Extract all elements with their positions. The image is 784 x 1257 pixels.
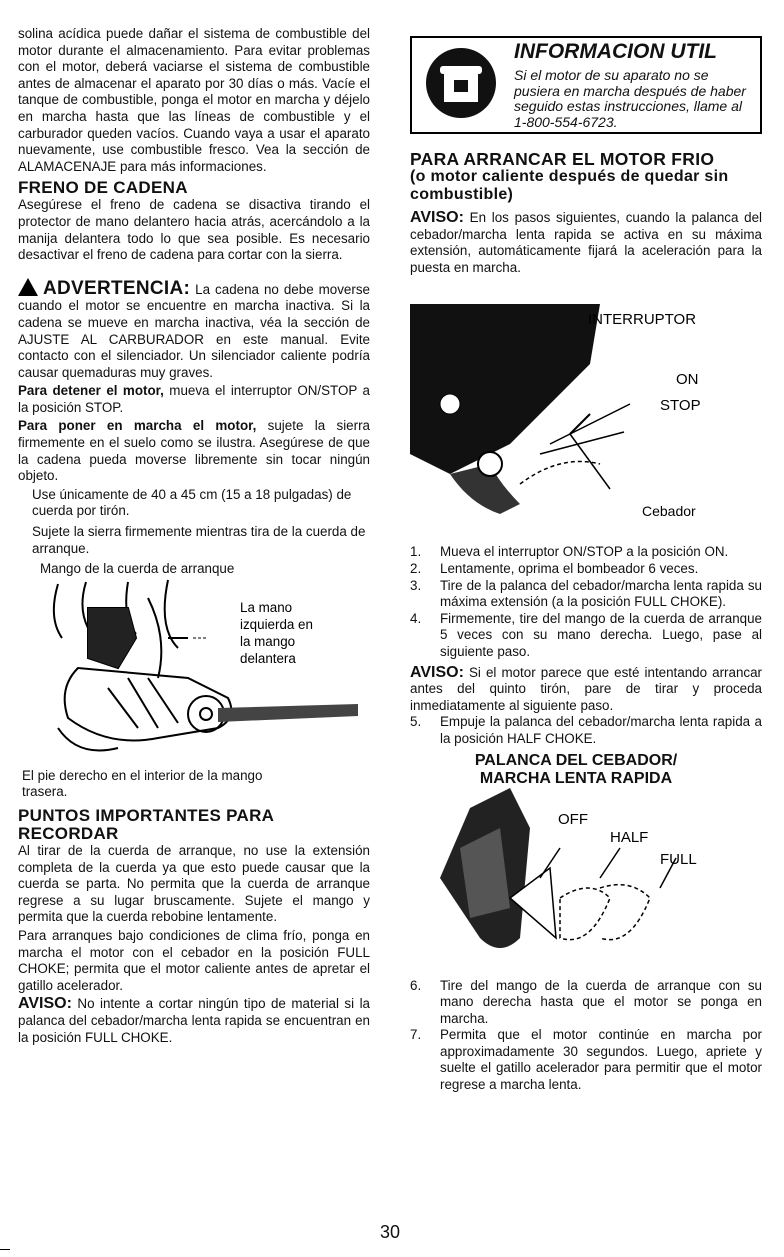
aviso-label: AVISO:	[18, 995, 72, 1013]
info-box-title: INFORMACION UTIL	[514, 40, 717, 63]
poner-bold: Para poner en marcha el motor,	[18, 418, 257, 434]
starting-figure	[18, 578, 370, 768]
info-box-text: Si el motor de su aparato no se pusiera en marcha después de haber seguido estas instrucciones, llame al 1-800-554-6723.	[514, 67, 746, 130]
poner-text: sujete la sierra firmemente en el suelo como se ilustra. Asegúrese de que la cadena pueda moverse libremente sin tocar ningún objeto.	[18, 418, 370, 484]
sujete-paragraph: Sujete la sierra firmemente mientras tira de la cuerda de arranque.	[32, 524, 366, 556]
advertencia-block	[18, 278, 370, 382]
aviso2-paragraph	[410, 665, 762, 715]
step-item	[410, 978, 762, 1028]
fig-label-la-mango: la mango	[240, 633, 296, 649]
step-text: Permita que el motor continúe en marcha por approximadamente 30 segundos. Luego, apriete y suelte el gatillo acelerador para permitir que el motor regrese a marcha lenta.	[440, 1027, 762, 1093]
detener-paragraph	[18, 383, 370, 416]
fig-label-cebador: Cebador	[642, 503, 696, 520]
fig-label-on: ON	[676, 371, 699, 389]
choke-figure	[410, 788, 762, 978]
aviso2-label: AVISO:	[410, 663, 464, 681]
fig-label-half: HALF	[610, 828, 649, 846]
bottom-rule	[0, 1249, 10, 1250]
aviso1-label: AVISO:	[410, 209, 464, 226]
info-box	[410, 36, 762, 134]
puntos-heading: PUNTOS IMPORTANTES PARA RECORDAR	[18, 806, 274, 843]
aviso1-paragraph	[410, 210, 762, 276]
page-number: 30	[380, 1222, 401, 1242]
figure-caption-pie: El pie derecho en el interior de la mango trasera.	[22, 767, 263, 800]
step-number: 6.	[410, 977, 422, 993]
fig-label-la-mano: La mano	[240, 599, 293, 615]
advertencia-text: La cadena no debe moverse cuando el motor se encuentre en marcha inactiva. Si la cadena se mueve en marcha inactiva, véa la sección de AJUSTE AL CARBURADOR en este manual. Evite contacto con el silenciador. Un silenciador caliente podría causar quemaduras muy graves.	[18, 281, 370, 380]
aviso-text: No intente a cortar ningún tipo de material si la palanca del cebador/marcha lenta rapida se encuentran en la posición FULL CHOKE.	[18, 996, 370, 1045]
aviso-paragraph	[18, 996, 370, 1046]
step-number: 7.	[410, 1027, 422, 1043]
step-number: 1.	[410, 544, 422, 560]
detener-bold: Para detener el motor,	[18, 383, 164, 399]
telephone-icon	[426, 48, 496, 118]
detener-text: mueva el interruptor ON/STOP a la posición STOP.	[18, 383, 370, 415]
fig-label-off: OFF	[558, 810, 588, 828]
poner-paragraph	[18, 418, 370, 484]
aviso1-text: En los pasos siguientes, cuando la palanca del cebador/marcha lenta rapida se activa en su máxima extensión, automáticamente fijará la aceleración para la puesta en marcha.	[410, 210, 762, 275]
chainsaw-start-illustration	[18, 578, 370, 768]
step-item	[410, 544, 762, 561]
fig-label-interruptor: INTERRUPTOR	[588, 311, 697, 329]
steps-list-a	[410, 544, 762, 660]
steps-list-5	[410, 714, 762, 747]
interruptor-figure	[410, 304, 762, 544]
puntos-paragraph-2: Para arranques bajo condiciones de clima frío, ponga en marcha el motor con el cebador en la posición FULL CHOKE; permita que el motor caliente antes de apretar el gatillo acelerador.	[18, 927, 370, 993]
step-number: 5.	[410, 714, 422, 730]
step-text: Mueva el interruptor ON/STOP a la posición ON.	[440, 544, 729, 560]
step-item	[410, 561, 762, 578]
left-column	[18, 26, 370, 1046]
arrancar-subheading: (o motor caliente después de quedar sin combustible)	[410, 168, 729, 203]
step-item	[410, 611, 762, 661]
step-text: Firmemente, tire del mango de la cuerda de arranque 5 veces con su mano derecha. Luego, pase al siguiente paso.	[440, 610, 762, 659]
step-text: Tire del mango de la cuerda de arranque con su mano derecha hasta que el motor se ponga en marcha.	[440, 977, 762, 1026]
step-item	[410, 578, 762, 611]
use-paragraph: Use únicamente de 40 a 45 cm (15 a 18 pulgadas) de cuerda por tirón.	[32, 486, 352, 519]
steps-list-b	[410, 978, 762, 1094]
intro-paragraph: solina acídica puede dañar el sistema de combustible del motor durante el almacenamiento. Para evitar problemas con el motor, deberá vaciarse el sistema de combustible antes de almacenar el aparato por 30 días o más. Vacíe el tanque de combustible, ponga el motor en marcha y déjelo en marcha hasta que las líneas de combustible y el carburador queden vacíos. Cuando vaya a usar el aparato nuevamente, use combustible fresco. Vea la sección de ALAMACENAJE para más informaciones.	[18, 26, 370, 174]
advertencia-heading: ADVERTENCIA:	[43, 277, 191, 299]
step-number: 3.	[410, 577, 422, 593]
choke-lever-illustration	[410, 788, 762, 978]
fig-label-izquierda: izquierda en	[240, 616, 313, 632]
step-item	[410, 714, 762, 747]
fig-label-delantera: delantera	[240, 650, 296, 666]
aviso2-text: Si el motor parece que esté intentando arrancar antes del quinto tirón, pare de tirar y proceda inmediatamente al siguiente paso.	[410, 664, 762, 713]
step-text: Lentamente, oprima el bombeador 6 veces.	[440, 560, 699, 576]
step-number: 4.	[410, 610, 422, 626]
figure-label-mango: Mango de la cuerda de arranque	[40, 561, 235, 577]
step-number: 2.	[410, 560, 422, 576]
fig2-title-line2: MARCHA LENTA RAPIDA	[479, 769, 673, 787]
right-column	[410, 36, 762, 1094]
step-item	[410, 1027, 762, 1093]
fig2-title-line1: PALANCA DEL CEBADOR/	[474, 751, 678, 769]
step-text: Empuje la palanca del cebador/marcha lenta rapida a la posición HALF CHOKE.	[440, 714, 762, 746]
arrancar-heading: PARA ARRANCAR EL MOTOR FRIO	[410, 149, 715, 169]
freno-heading: FRENO DE CADENA	[18, 178, 188, 198]
freno-paragraph: Asegúrese el freno de cadena se disactiva tirando el protector de mano delantero hacia atrás, acercándolo a la manija delantera todo lo que sea posible. Es necesario desactivar el freno de cadena para cortar con la sierra.	[18, 197, 370, 263]
fig-label-stop: STOP	[660, 397, 701, 415]
puntos-paragraph-1: Al tirar de la cuerda de arranque, no use la extensión completa de la cuerda ya que esto puede causar que la cuerda se parta. No permita que la cuerda de arranque regrese a su lugar bruscamente. Sujete el mango y permita que la cuerda rebobine lentamente.	[18, 843, 370, 925]
step-text: Tire de la palanca del cebador/marcha lenta rapida su máxima extensión (a la posición FULL CHOKE).	[440, 577, 762, 610]
warning-icon	[18, 278, 38, 296]
interruptor-illustration	[410, 304, 762, 544]
fig-label-full: FULL	[660, 850, 697, 868]
